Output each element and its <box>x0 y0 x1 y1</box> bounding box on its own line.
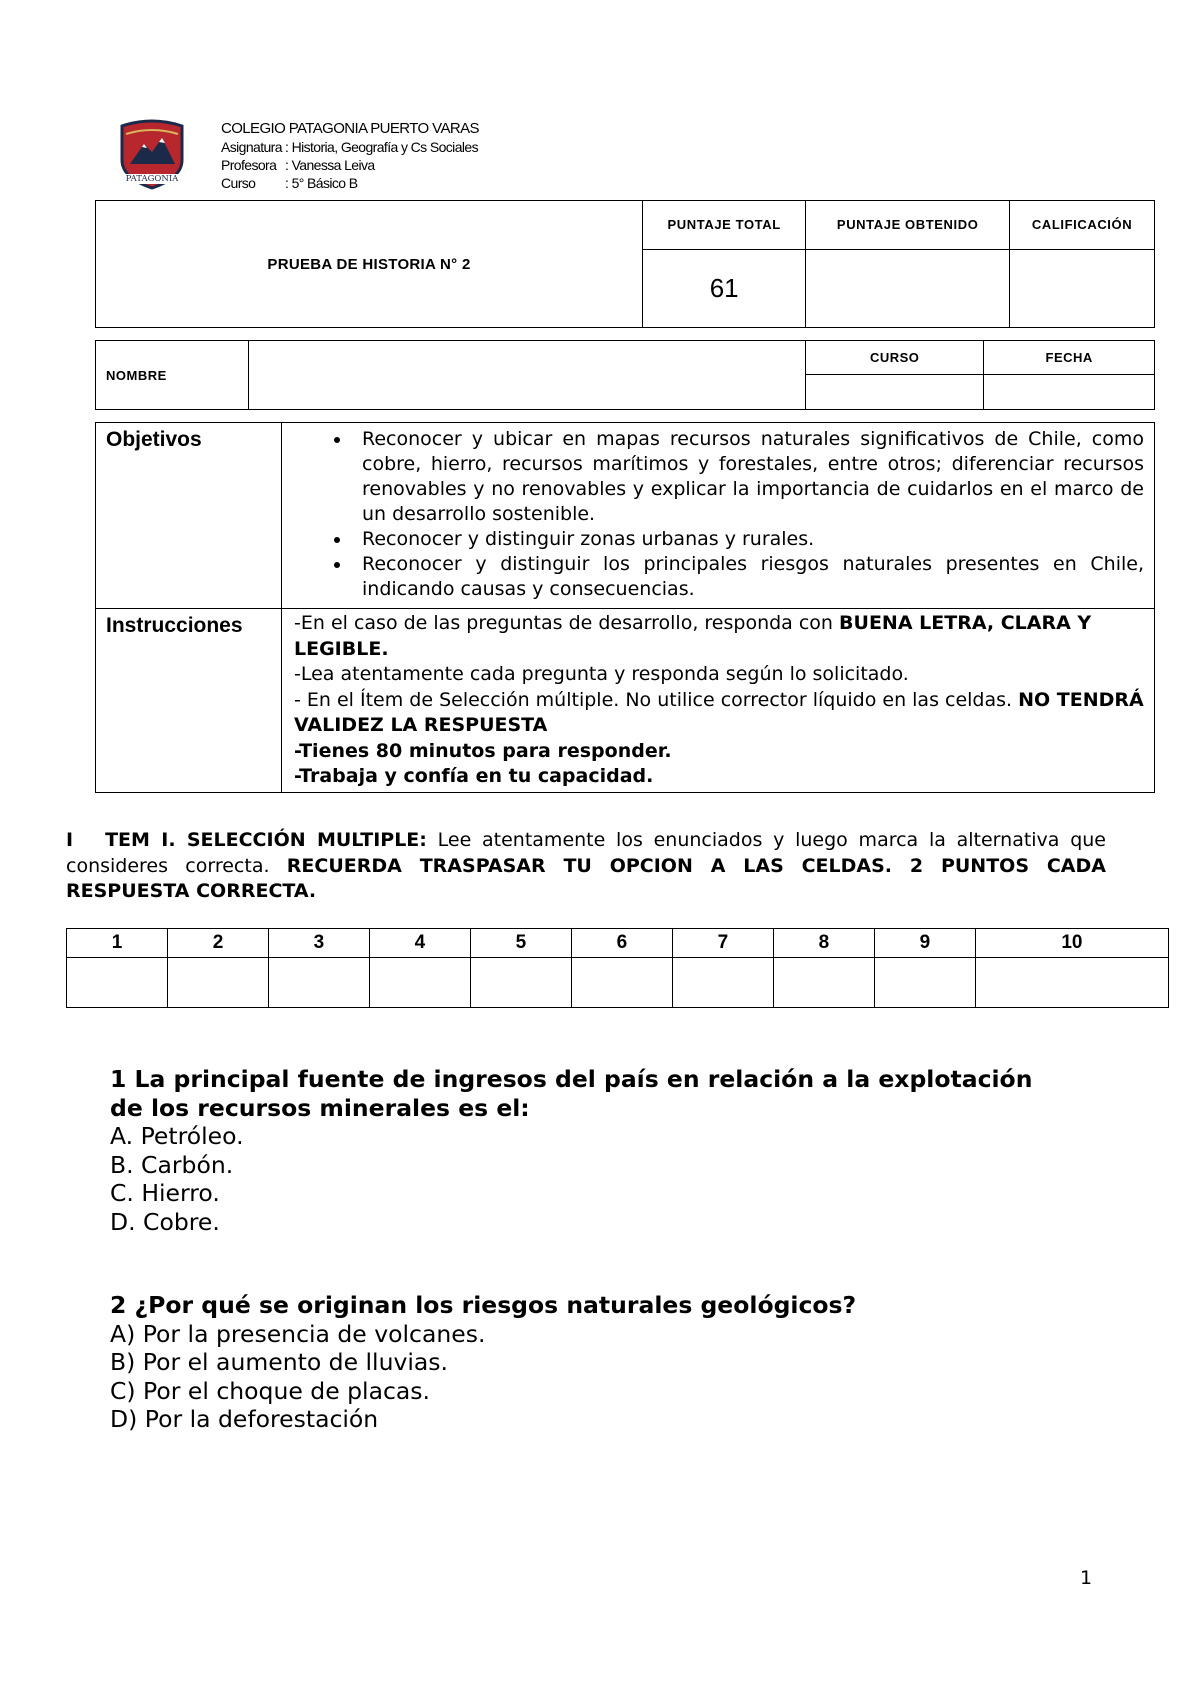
logo-text: PATAGONIA <box>116 174 188 184</box>
question-option: A) Por la presencia de volcanes. <box>110 1319 486 1348</box>
grade-cell[interactable] <box>1010 250 1155 328</box>
answer-cell[interactable] <box>470 958 571 1008</box>
answer-col-header: 3 <box>268 929 369 958</box>
answer-cell[interactable] <box>167 958 268 1008</box>
question-title: 1 La principal fuente de ingresos del país en relación a la explotación de los recursos minerales es el: <box>110 1065 1033 1122</box>
answer-cell[interactable] <box>874 958 975 1008</box>
course-row: Curso : 5° Básico B <box>221 175 358 191</box>
instructions-content <box>282 609 1155 793</box>
student-info-table <box>95 340 1155 410</box>
question-option: D. Cobre. <box>110 1207 220 1236</box>
question-title: 2 ¿Por qué se originan los riesgos naturales geológicos? <box>110 1291 857 1319</box>
question-option: D) Por la deforestación <box>110 1405 379 1433</box>
question-2 <box>110 1291 1070 1434</box>
answer-col-header: 6 <box>571 929 672 958</box>
answer-cell[interactable] <box>571 958 672 1008</box>
objective-item: • Reconocer y ubicar en mapas recursos naturales significativos de Chile, como cobre, hierro, recursos marítimos y forestales, entre otros; diferenciar recursos renovables y no renovables y explicar la importancia de cuidarlos en el marco de un desarrollo sostenible. <box>352 427 1144 527</box>
date-label: FECHA <box>984 341 1155 375</box>
objective-item: • Reconocer y distinguir zonas urbanas y rurales. <box>352 527 1144 552</box>
grade-header: CALIFICACIÓN <box>1010 201 1155 250</box>
school-info <box>221 120 479 192</box>
course-field[interactable] <box>806 375 984 410</box>
answer-col-header: 7 <box>672 929 773 958</box>
question-option: C. Hierro. <box>110 1179 220 1207</box>
total-score-header: PUNTAJE TOTAL <box>643 201 806 250</box>
name-field[interactable] <box>249 341 806 410</box>
answer-col-header: 4 <box>369 929 470 958</box>
question-option: B. Carbón. <box>110 1150 234 1179</box>
instructions-label: Instrucciones <box>96 609 282 793</box>
answer-cell[interactable] <box>67 958 168 1008</box>
answer-col-header: 1 <box>67 929 168 958</box>
answer-col-header: 9 <box>874 929 975 958</box>
school-logo <box>112 112 192 200</box>
instruction-line: -Trabaja y confía en tu capacidad. <box>294 765 654 787</box>
question-1 <box>110 1065 1070 1236</box>
answer-cell[interactable] <box>268 958 369 1008</box>
obtained-score-header: PUNTAJE OBTENIDO <box>806 201 1010 250</box>
objectives-content <box>282 423 1155 609</box>
school-name: COLEGIO PATAGONIA PUERTO VARAS <box>221 120 479 137</box>
answer-col-header: 8 <box>773 929 874 958</box>
exam-title: PRUEBA DE HISTORIA N° 2 <box>96 201 643 328</box>
objectives-label: Objetivos <box>96 423 282 609</box>
answer-grid <box>66 928 1169 1008</box>
item-heading: I TEM I. SELECCIÓN MULTIPLE: Lee atentamente los enunciados y luego marca la alternativa que consideres correcta. RECUERDA TRASPASAR TU OPCION A LAS CELDAS. 2 PUNTOS CADA RESPUESTA CORRECTA. <box>66 829 1106 902</box>
objective-item: • Reconocer y distinguir los principales riesgos naturales presentes en Chile, indicando causas y consecuencias. <box>352 552 1144 602</box>
question-option: B) Por el aumento de lluvias. <box>110 1348 449 1376</box>
instruction-line: -Tienes 80 minutos para responder. <box>294 739 672 762</box>
answer-cell[interactable] <box>672 958 773 1008</box>
answer-cell[interactable] <box>369 958 470 1008</box>
instruction-line: -En el caso de las preguntas de desarrollo, responda con BUENA LETRA, CLARA Y LEGIBLE. <box>294 612 1092 660</box>
instruction-line: -Lea atentamente cada pregunta y responda según lo solicitado. <box>294 663 909 685</box>
name-label: NOMBRE <box>96 341 249 410</box>
answer-cell[interactable] <box>975 958 1168 1008</box>
course-label: CURSO <box>806 341 984 375</box>
answer-col-header: 2 <box>167 929 268 958</box>
obtained-score-cell[interactable] <box>806 250 1010 328</box>
question-option: C) Por el choque de placas. <box>110 1376 431 1405</box>
question-option: A. Petróleo. <box>110 1122 244 1150</box>
teacher-row: Profesora : Vanessa Leiva <box>221 157 375 173</box>
title-table <box>95 200 1155 328</box>
answer-col-header: 10 <box>975 929 1168 958</box>
subject-row: Asignatura : Historia, Geografía y Cs Sociales <box>221 139 478 155</box>
total-score-value: 61 <box>643 250 806 328</box>
date-field[interactable] <box>984 375 1155 410</box>
instruction-line: - En el Ítem de Selección múltiple. No utilice corrector líquido en las celdas. NO TENDRÁ VALIDEZ LA RESPUESTA <box>294 688 1144 736</box>
objectives-table <box>95 422 1155 793</box>
answer-cell[interactable] <box>773 958 874 1008</box>
answer-col-header: 5 <box>470 929 571 958</box>
page-number: 1 <box>1080 1567 1093 1589</box>
